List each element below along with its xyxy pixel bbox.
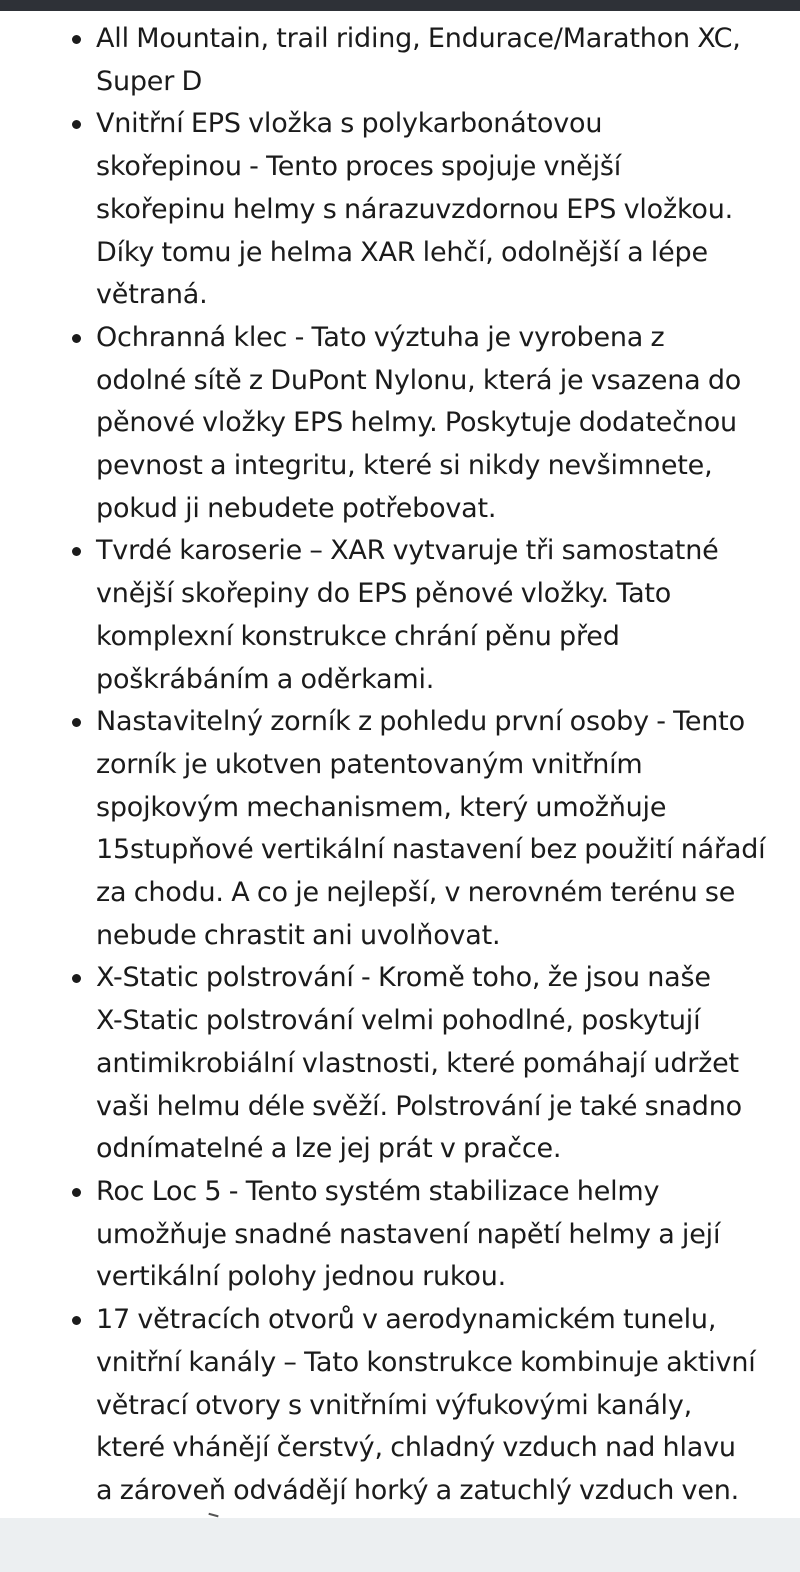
product-feature-content[interactable] [0,11,800,1518]
bottom-browser-bar [0,1518,800,1572]
feature-text-line: zorník je ukotven patentovaným vnitřním [96,748,643,780]
top-status-bar [0,0,800,11]
feature-text-line: skořepinu helmy s nárazuvzdornou EPS vložkou. [96,193,734,225]
feature-bullet-item [0,701,800,957]
feature-text-line: vnější skořepiny do EPS pěnové vložky. Tato [96,578,672,610]
feature-text-line: za chodu. A co je nejlepší, v nerovném terénu se [96,877,736,909]
bullet-dot-icon [72,334,81,343]
feature-text-line: které vhánějí čerstvý, chladný vzduch nad hlavu [96,1432,736,1464]
bullet-dot-icon [72,547,81,556]
feature-bullet-item [0,317,800,531]
feature-bullet-item [0,1299,800,1513]
feature-text-line: antimikrobiální vlastnosti, které pomáhají udržet [96,1047,739,1079]
feature-text-line: poškrábáním a oděrkami. [96,663,435,695]
feature-text-line: vertikální polohy jednou rukou. [96,1261,507,1293]
bullet-dot-icon [72,1188,81,1197]
feature-text-line: Roc Loc 5 - Tento systém stabilizace helmy [96,1175,660,1207]
feature-text-line: skořepinou - Tento proces spojuje vnější [96,151,622,183]
feature-bullet-item [0,530,800,701]
feature-text-line: pěnové vložky EPS helmy. Poskytuje dodatečnou [96,407,737,439]
feature-text-line: pokud ji nebudete potřebovat. [96,492,497,524]
feature-text-line: komplexní konstrukce chrání pěnu před [96,620,620,652]
feature-text-line: 15stupňové vertikální nastavení bez použití nářadí [96,834,766,866]
feature-text-line: Ochranná klec - Tato výztuha je vyrobena z [96,321,665,353]
feature-text-line: nebude chrastit ani uvolňovat. [96,919,501,951]
feature-text-line: 17 větracích otvorů v aerodynamickém tunelu, [96,1304,717,1336]
feature-bullet-item [0,18,800,103]
feature-text-line: X-Static polstrování - Kromě toho, že jsou naše [96,962,711,994]
feature-text-line: a zároveň odvádějí horký a zatuchlý vzduch ven. [96,1474,740,1506]
feature-text-line: umožňuje snadné nastavení napětí helmy a její [96,1218,721,1250]
bullet-dot-icon [72,120,81,129]
feature-text-line: odolné sítě z DuPont Nylonu, která je vsazena do [96,364,742,396]
feature-text-line: odnímatelné a lze jej prát v pračce. [96,1133,562,1165]
feature-text-line: vaši helmu déle svěží. Polstrování je také snadno [96,1090,742,1122]
feature-text-line: Díky tomu je helma XAR lehčí, odolnější a lépe [96,236,708,268]
feature-bullet-item [0,1171,800,1299]
feature-text-line: Nastavitelný zorník z pohledu první osoby - Tento [96,706,745,738]
feature-bullet-list [0,18,800,1513]
feature-text-line: Super D [96,65,203,97]
bullet-dot-icon [72,974,81,983]
feature-text-line: Vnitřní EPS vložka s polykarbonátovou [96,108,603,140]
feature-text-line: X-Static polstrování velmi pohodlné, poskytují [96,1005,701,1037]
feature-bullet-item [0,103,800,317]
feature-text-line: Tvrdé karoserie – XAR vytvaruje tři samostatné [96,535,719,567]
feature-bullet-item [0,957,800,1171]
bullet-dot-icon [72,1316,81,1325]
feature-text-line: vnitřní kanály – Tato konstrukce kombinuje aktivní [96,1346,756,1378]
feature-text-line: spojkovým mechanismem, který umožňuje [96,791,667,823]
bullet-dot-icon [72,35,81,44]
feature-text-line: All Mountain, trail riding, Endurace/Marathon XC, [96,23,741,54]
feature-text-line: pevnost a integritu, které si nikdy nevšimnete, [96,450,713,482]
feature-text-line: větrací otvory s vnitřními výfukovými kanály, [96,1389,693,1421]
bullet-dot-icon [72,718,81,727]
feature-text-line: větraná. [96,279,208,311]
